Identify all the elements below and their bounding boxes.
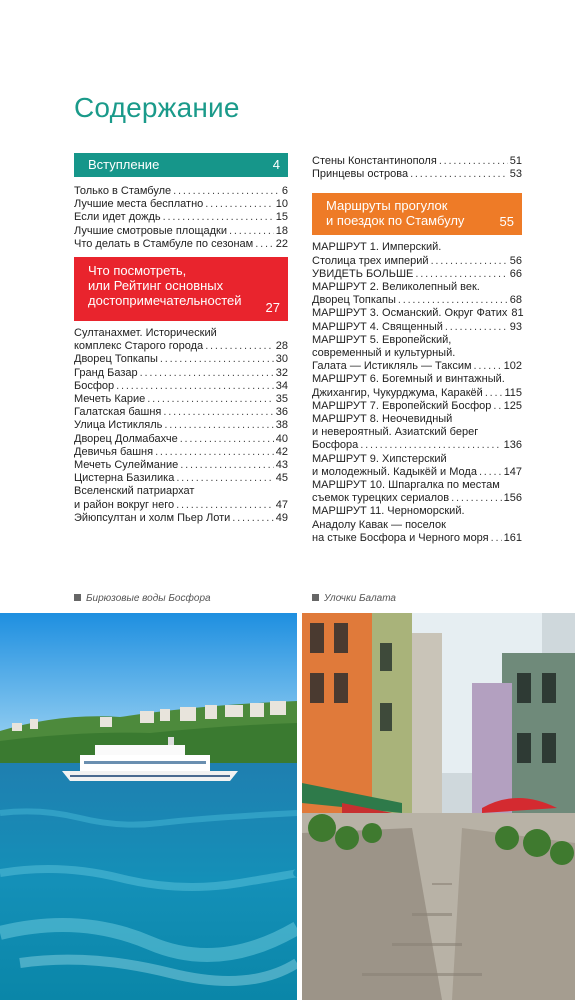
dot-leader [180,459,274,472]
toc-entry-page: 66 [509,267,522,280]
toc-entry-page: 18 [275,224,288,237]
dot-leader [410,168,508,181]
toc-entry-title-line: Анадолу Кавак — поселок [312,518,446,531]
dot-leader [445,321,508,334]
dot-leader [431,255,508,268]
toc-entry-title-line: Если идет дождь [74,211,161,224]
toc-entry-page: 35 [275,393,288,406]
toc-entry-title-line: МАРШРУТ 9. Хипстерский [312,452,447,465]
toc-entry-page: 93 [509,320,522,333]
toc-entry-title-line: Улица Истикляль [74,419,163,432]
toc-entry-title-line: Вселенский патриархат [74,485,195,498]
dot-leader [479,466,502,479]
toc-entry-title-line: Только в Стамбуле [74,185,172,197]
toc-entry[interactable] [74,225,288,238]
toc-entry-title-line: Принцевы острова [312,168,409,181]
section-page-number: 4 [272,157,280,172]
toc-entry-page: 32 [275,366,288,379]
caption-text: Улочки Балата [324,593,396,604]
toc-entry-title-line: Дворец Топкапы [312,294,396,307]
toc-entry[interactable] [312,453,522,479]
toc-entry[interactable] [312,505,522,545]
toc-entry[interactable] [312,373,522,399]
toc-entry-page: 81 [511,307,524,320]
dot-leader [398,294,508,307]
toc-entry-title-line: Гранд Базар [74,366,138,379]
toc-entry-title-line: Султанахмет. Исторический [74,327,217,340]
toc-entry-page: 10 [275,198,288,211]
toc-entry-title-line: Босфора [312,439,359,452]
toc-entry-title-line: МАРШРУТ 7. Европейский Босфор [312,399,492,412]
toc-entry-title-line: Джихангир, Чукурджума, Каракёй [312,386,483,399]
toc-entry-title-line: МАРШРУТ 3. Османский. Округ Фатих [312,307,508,320]
dot-leader [155,446,274,459]
toc-entry-title-line: съемок турецких сериалов [312,492,450,505]
caption-text: Бирюзовые воды Босфора [86,593,211,604]
toc-entry-page: 53 [509,168,522,181]
page-title: Содержание [74,92,240,123]
dot-leader [255,238,274,251]
dot-leader [140,367,274,380]
toc-entry-page: 51 [509,155,522,167]
toc-entry-page: 136 [503,439,522,452]
section-title-line: Вступление [88,157,160,172]
toc-entry[interactable] [74,433,288,446]
dot-leader [180,433,274,446]
toc-entry[interactable] [74,459,288,472]
toc-entry[interactable] [74,406,288,419]
toc-entry[interactable] [312,241,522,267]
dot-leader [439,155,508,168]
toc-entry-page: 30 [275,353,288,366]
toc-entry-page: 56 [509,254,522,267]
toc-section-header[interactable] [74,257,288,321]
dot-leader [232,512,273,525]
toc-entry[interactable] [74,211,288,224]
toc-entry[interactable] [312,307,522,320]
toc-entry-page: 38 [275,419,288,432]
toc-entry[interactable] [74,446,288,459]
balat-street-photo [302,613,575,1000]
toc-entry-page: 161 [503,531,522,544]
toc-entry-title-line: и молодежный. Кадыкёй и Мода [312,465,477,478]
section-title-line: Что посмотреть, [88,263,187,279]
toc-left-column [74,153,288,525]
toc-entry-title-line: Дворец Долмабахче [74,432,178,445]
toc-entry-title-line: и невероятный. Азиатский берег [312,426,479,439]
dot-leader [163,406,273,419]
toc-entry-title-line: МАРШРУТ 11. Черноморский. [312,505,465,518]
toc-entry-title-line: Девичья башня [74,445,154,458]
bosphorus-photo [0,613,297,1000]
toc-entry[interactable] [74,185,288,198]
toc-entry-title-line: МАРШРУТ 8. Неочевидный [312,413,453,426]
dot-leader [451,492,502,505]
toc-section-header[interactable] [312,193,522,235]
toc-entry[interactable] [312,400,522,413]
toc-entry-title-line: МАРШРУТ 2. Великолепный век. [312,281,480,294]
toc-entry-page: 43 [275,459,288,472]
toc-entry-title-line: Галата — Истикляль — Таксим [312,360,472,373]
toc-right-column [312,155,522,545]
square-bullet-icon [312,594,319,601]
toc-entry-page: 147 [503,465,522,478]
photo-caption-left [74,593,211,604]
toc-entry-page: 45 [275,472,288,485]
toc-entry-page: 49 [275,511,288,524]
toc-entry-title-line: МАРШРУТ 4. Священный [312,320,443,333]
toc-entry[interactable] [74,353,288,366]
section-page-number: 55 [499,214,514,230]
toc-entry-title-line: МАРШРУТ 5. Европейский, [312,333,452,346]
section-title-line: Маршруты прогулок [326,198,448,214]
dot-leader [163,211,274,224]
toc-entry[interactable] [312,281,522,307]
toc-entry[interactable] [74,419,288,432]
toc-entry-title-line: МАРШРУТ 6. Богемный и винтажный. [312,373,505,386]
toc-entry[interactable] [74,238,288,251]
toc-entry-page: 102 [503,360,522,373]
toc-entry-title-line: Столица трех империй [312,254,429,267]
toc-entry[interactable] [312,479,522,505]
toc-entry-title-line: Мечеть Сулеймание [74,459,179,472]
dot-leader [491,532,502,545]
toc-entry-title-line: Лучшие места бесплатно [74,198,204,211]
dot-leader [229,225,274,238]
dot-leader [176,472,273,485]
toc-entry-page: 34 [275,379,288,392]
dot-leader [415,268,507,281]
toc-section-header[interactable] [74,153,288,177]
toc-entry-page: 68 [509,294,522,307]
toc-entry-title-line: Лучшие смотровые площадки [74,224,228,237]
toc-entry-title-line: Дворец Топкапы [74,353,158,366]
section-title-line: или Рейтинг основных [88,278,224,294]
toc-entry-title-line: на стыке Босфора и Черного моря [312,531,489,544]
square-bullet-icon [74,594,81,601]
dot-leader [474,360,502,373]
toc-entry[interactable] [74,512,288,525]
toc-entry[interactable] [312,168,522,181]
toc-entry-page: 6 [281,185,288,197]
dot-leader [205,198,273,211]
toc-entry-page: 42 [275,445,288,458]
toc-entry-page: 115 [504,386,522,399]
toc-entry-title-line: УВИДЕТЬ БОЛЬШЕ [312,267,414,280]
toc-entry-title-line: Стены Константинополя [312,155,437,167]
toc-entry[interactable] [74,380,288,393]
toc-entry-title-line: МАРШРУТ 10. Шпаргалка по местам [312,479,500,492]
section-title-line: и поездок по Стамбулу [326,213,465,229]
toc-entry[interactable] [312,268,522,281]
dot-leader [205,340,274,353]
dot-leader [493,400,501,413]
section-page-number: 27 [265,300,280,316]
toc-entry-title-line: Что делать в Стамбуле по сезонам [74,237,254,250]
toc-entry[interactable] [312,155,522,168]
toc-entry-title-line: Босфор [74,379,115,392]
toc-entry-title-line: комплекс Старого города [74,340,204,353]
toc-entry-page: 36 [275,406,288,419]
section-title-line: достопримечательностей [88,293,242,309]
toc-entry-title-line: Мечеть Карие [74,393,146,406]
toc-entry[interactable] [312,413,522,453]
toc-entry-title-line: Эйюпсултан и холм Пьер Лоти [74,511,231,524]
toc-entry[interactable] [74,367,288,380]
dot-leader [485,387,503,400]
dot-leader [360,439,501,452]
dot-leader [116,380,274,393]
toc-entry-title-line: Цистерна Базилика [74,472,175,485]
toc-entry[interactable] [74,393,288,406]
toc-entry-page: 28 [275,340,288,353]
dot-leader [160,353,274,366]
toc-entry[interactable] [74,327,288,353]
toc-entry-page: 40 [275,432,288,445]
toc-entry-title-line: и район вокруг него [74,498,175,511]
dot-leader [176,499,274,512]
toc-entry-title-line: современный и культурный. [312,347,456,360]
toc-entry-page: 15 [275,211,288,224]
photo-caption-right [312,593,396,604]
toc-entry-title-line: Галатская башня [74,406,162,419]
toc-entry[interactable] [312,334,522,374]
toc-entry-page: 125 [503,399,522,412]
dot-leader [147,393,273,406]
toc-entry-page: 22 [275,237,288,250]
dot-leader [173,185,280,198]
dot-leader [164,419,273,432]
toc-entry-title-line: МАРШРУТ 1. Имперский. [312,241,442,254]
toc-entry-page: 47 [275,498,288,511]
toc-entry[interactable] [74,198,288,211]
toc-entry[interactable] [74,472,288,485]
toc-entry[interactable] [312,321,522,334]
toc-entry-page: 156 [503,492,522,505]
toc-entry[interactable] [74,485,288,511]
